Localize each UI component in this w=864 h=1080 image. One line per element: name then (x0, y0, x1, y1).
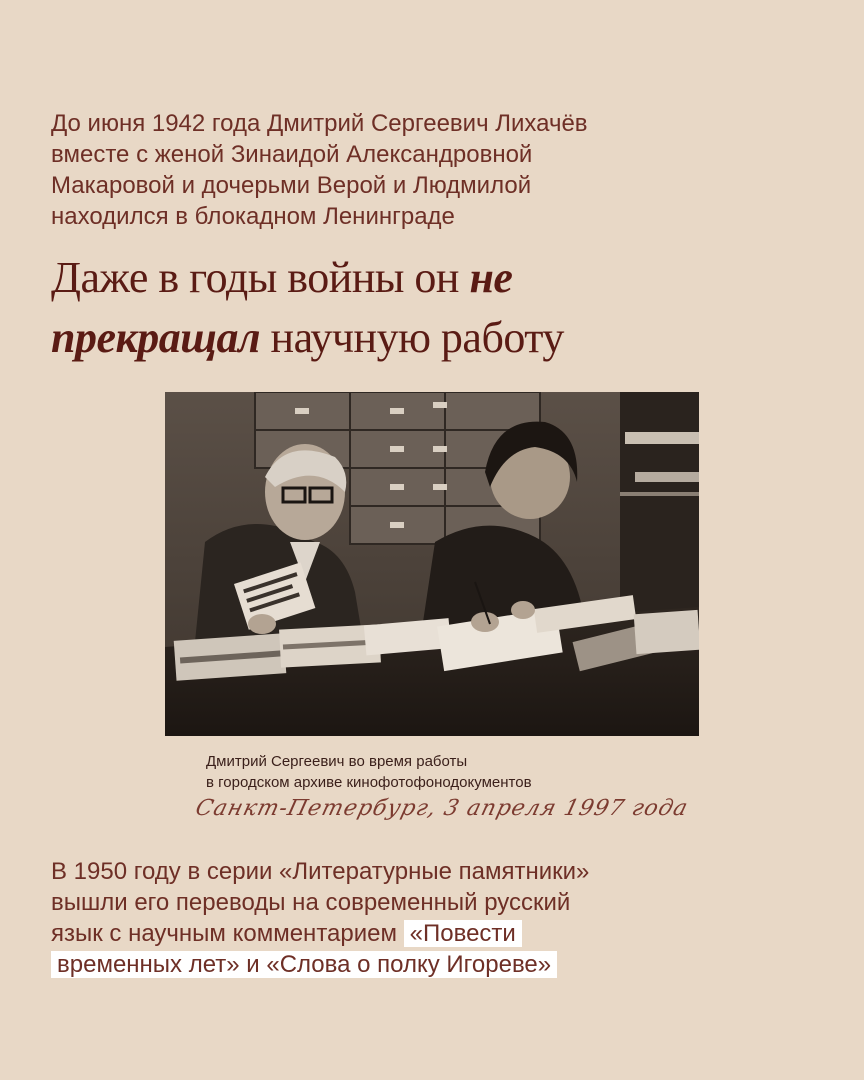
intro-line-4: находился в блокадном Ленинграде (51, 203, 455, 230)
headline-emphasis-2: прекращал (51, 313, 261, 362)
body-paragraph (51, 856, 691, 980)
body-line-2: вышли его переводы на современный русский (51, 889, 571, 916)
caption-line-1: Дмитрий Сергеевич во время работы (206, 753, 468, 770)
handwritten-place-date: Санкт-Петербург, 3 апреля 1997 года (192, 796, 691, 821)
archive-photo-illustration (165, 392, 699, 736)
body-line-1: В 1950 году в серии «Литературные памятники» (51, 858, 590, 885)
intro-line-2: вместе с женой Зинаидой Александровной (51, 141, 533, 168)
headline-emphasis-1: не (469, 253, 513, 302)
headline-part-1: Даже в годы войны он (51, 253, 470, 302)
intro-line-3: Макаровой и дочерьми Верой и Людмилой (51, 172, 532, 199)
archive-photo (165, 392, 699, 736)
headline-part-2: научную работу (260, 313, 564, 362)
headline (51, 248, 811, 368)
photo-caption (206, 751, 666, 793)
intro-paragraph (51, 108, 771, 232)
caption-line-2: в городском архиве кинофотофонодокументов (206, 774, 532, 791)
highlight-title-1: «Повести (404, 920, 522, 947)
intro-line-1: До июня 1942 года Дмитрий Сергеевич Лихачёв (51, 110, 588, 137)
highlight-title-2: временных лет» и «Слова о полку Игореве» (51, 951, 557, 978)
body-line-3: язык с научным комментарием (51, 920, 404, 947)
